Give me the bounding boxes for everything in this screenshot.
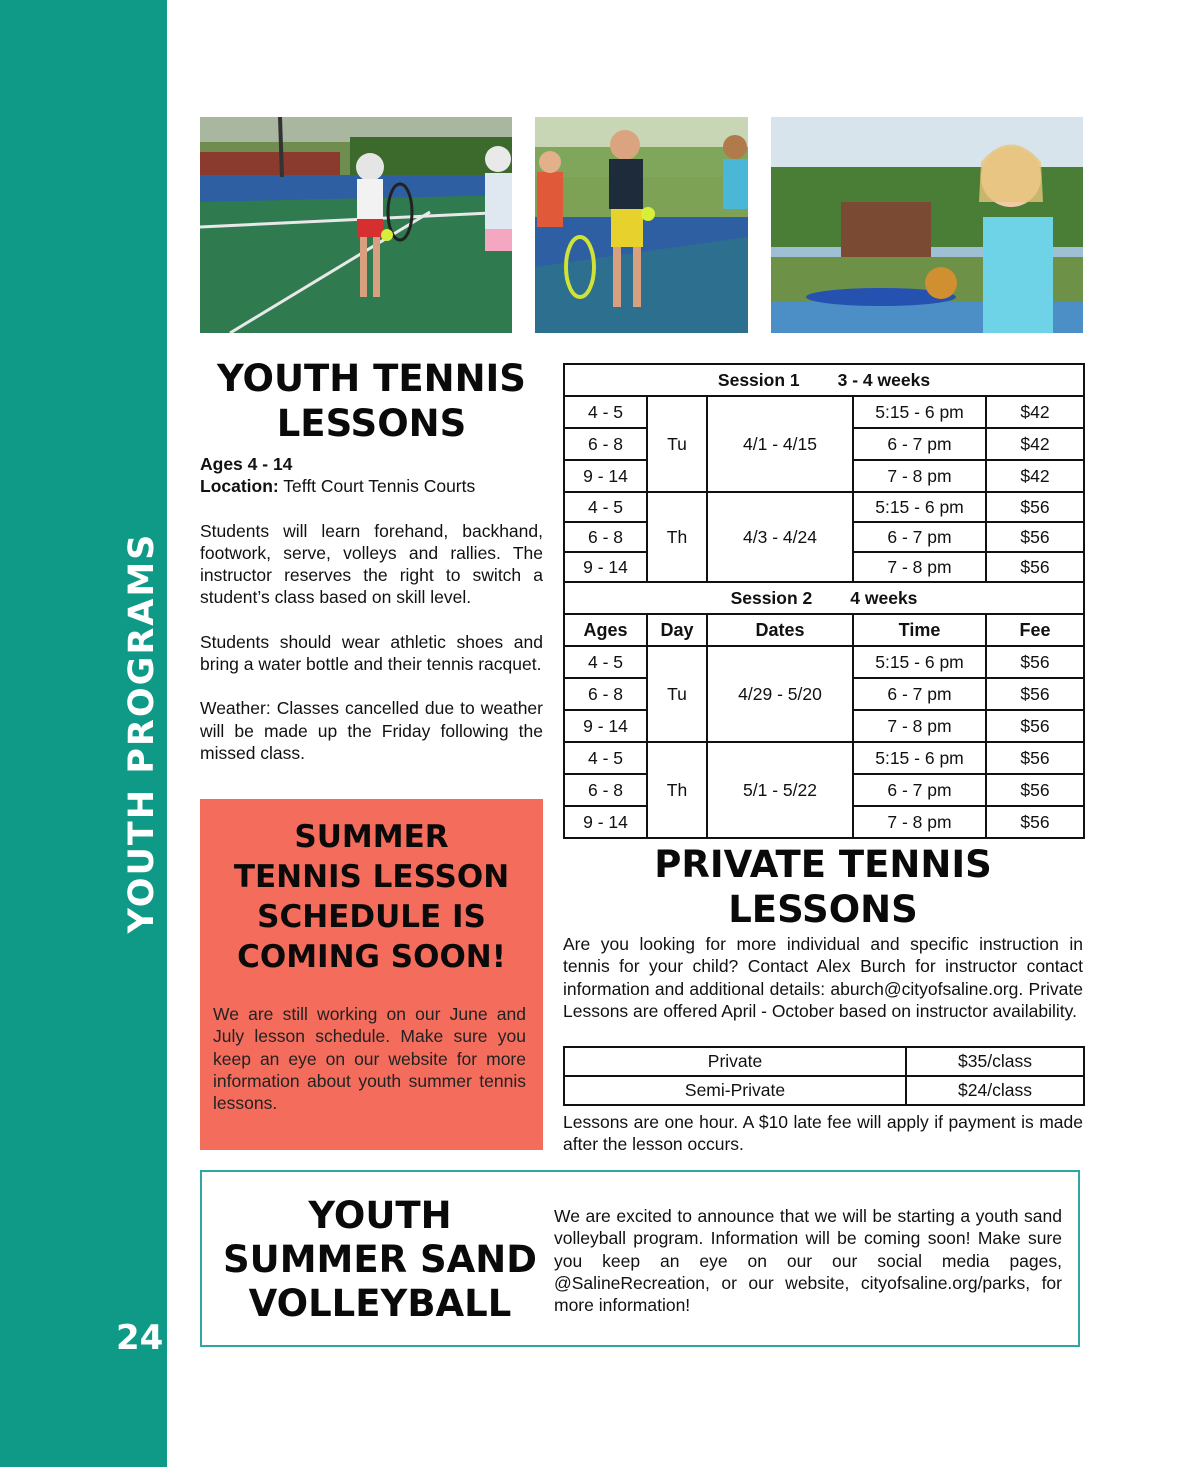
column-header-row: Ages Day Dates Time Fee	[564, 614, 1084, 646]
table-row: Semi-Private $24/class	[564, 1076, 1084, 1105]
location-label: Location:	[200, 476, 279, 497]
ages-label: Ages 4 - 14	[200, 454, 293, 474]
table-row: 6 - 8 6 - 7 pm $56	[564, 774, 1084, 806]
photo-boy-balancing-ball	[535, 117, 748, 333]
equipment-paragraph: Students should wear athletic shoes and bring a water bottle and their tennis racquet.	[200, 631, 543, 675]
volleyball-text: We are excited to announce that we will be starting a youth sand volleyball program. Information will be coming soon! Make sure you keep an eye on our our social media pages, @SalineRecreation, or our website, cityofsaline.org/parks, for more information!	[554, 1206, 1062, 1316]
session2-header: Session 2 4 weeks	[564, 582, 1084, 614]
weather-paragraph: Weather: Classes cancelled due to weather will be made up the Friday following the missed class.	[200, 698, 543, 763]
table-row: 6 - 8 6 - 7 pm $56	[564, 678, 1084, 710]
table-row: 4 - 5 Th 5/1 - 5/22 5:15 - 6 pm $56	[564, 742, 1084, 774]
table-row: 4 - 5 Tu 4/1 - 4/15 5:15 - 6 pm $42	[564, 396, 1084, 428]
private-tennis-title: PRIVATE TENNIS LESSONS	[654, 843, 992, 931]
table-row: 9 - 14 7 - 8 pm $56	[564, 710, 1084, 742]
table-row: Private $35/class	[564, 1047, 1084, 1076]
table-row: 4 - 5 Th 4/3 - 4/24 5:15 - 6 pm $56	[564, 492, 1084, 522]
youth-tennis-details	[200, 453, 543, 786]
section-title: YOUTH PROGRAMS	[122, 532, 162, 934]
promo-title: SUMMER TENNIS LESSON SCHEDULE IS COMING SOON!	[233, 819, 510, 975]
sidebar	[0, 0, 167, 1467]
location-value: Tefft Court Tennis Courts	[278, 476, 476, 497]
late-fee-note: Lessons are one hour. A $10 late fee will apply if payment is made after the lesson occurs.	[563, 1112, 1083, 1155]
session1-header: Session 1 3 - 4 weeks	[564, 364, 1084, 396]
promo-text: We are still working on our June and July lesson schedule. Make sure you keep an eye on our website for more information about youth summer tennis lessons.	[213, 1004, 526, 1114]
page-number: 24	[116, 1318, 164, 1358]
summer-schedule-promo	[200, 799, 543, 1150]
private-price-table	[563, 1046, 1085, 1106]
table-row: 6 - 8 6 - 7 pm $56	[564, 522, 1084, 552]
table-row: 4 - 5 Tu 4/29 - 5/20 5:15 - 6 pm $56	[564, 646, 1084, 678]
sand-volleyball-box	[200, 1170, 1080, 1347]
photo-girl-with-racquet	[771, 117, 1083, 333]
volleyball-title: YOUTH SUMMER SAND VOLLEYBALL	[223, 1194, 537, 1325]
schedule-table	[563, 363, 1085, 839]
table-row: 9 - 14 7 - 8 pm $42	[564, 460, 1084, 492]
youth-tennis-title: YOUTH TENNIS LESSONS	[217, 357, 526, 445]
table-row: 6 - 8 6 - 7 pm $42	[564, 428, 1084, 460]
photo-child-swinging	[200, 117, 512, 333]
private-tennis-text: Are you looking for more individual and specific instruction in tennis for your child? Contact Alex Burch for instructor contact information and additional details: aburch@cityofsaline.org. Private Lessons are offered April - October based on instructor availability.	[563, 934, 1083, 1021]
table-row: 9 - 14 7 - 8 pm $56	[564, 806, 1084, 838]
table-row: 9 - 14 7 - 8 pm $56	[564, 552, 1084, 582]
skills-paragraph: Students will learn forehand, backhand, footwork, serve, volleys and rallies. The instructor reserves the right to switch a student’s class based on skill level.	[200, 520, 543, 608]
